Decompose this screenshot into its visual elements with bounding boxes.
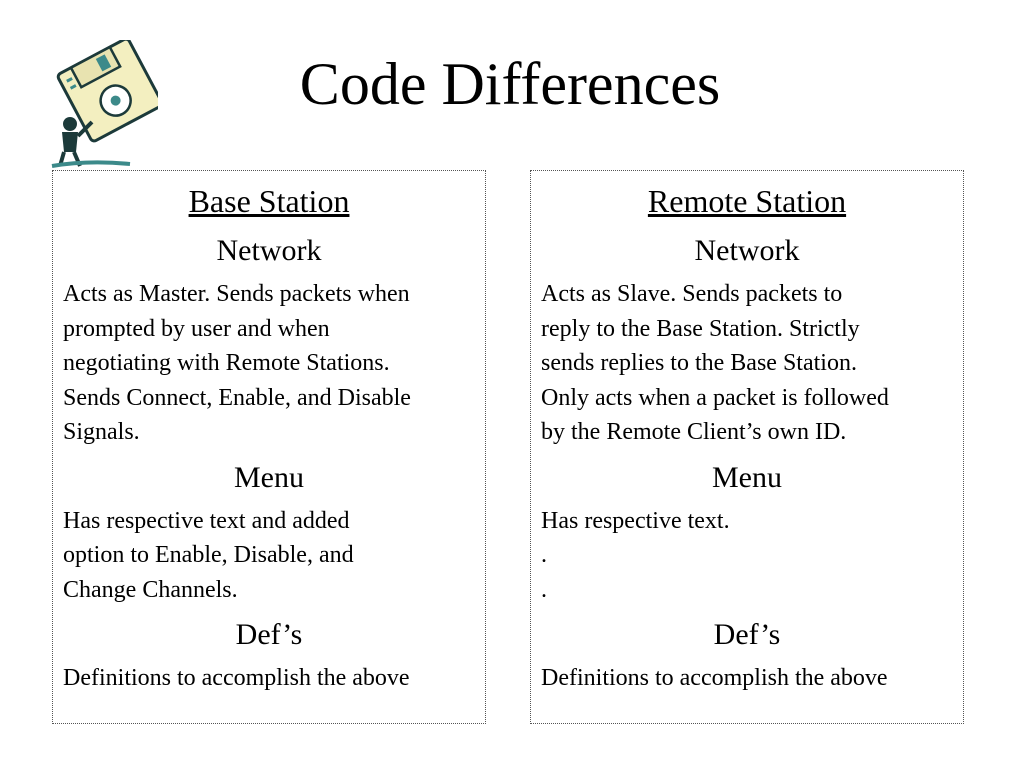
- section-title-network: Network: [694, 234, 800, 267]
- section-text-menu: Has respective text. . .: [541, 507, 730, 603]
- floppy-disk-figure-icon: [48, 40, 158, 170]
- panel-heading: Remote Station: [647, 183, 847, 219]
- section-title-menu: Menu: [712, 460, 782, 494]
- panel-heading: Base Station: [188, 183, 350, 219]
- section-title-defs: Def’s: [713, 618, 781, 651]
- section-text-defs: Definitions to accomplish the above: [541, 665, 888, 691]
- section-text-network: Acts as Master. Sends packets when prompted by user and when negotiating with Remote Stations. Sends Connect, Enable, and Disable Signals.: [63, 281, 411, 445]
- section-text-network: Acts as Slave. Sends packets to reply to the Base Station. Strictly sends replies to the Base Station. Only acts when a packet is followed by the Remote Client’s own ID.: [541, 281, 889, 445]
- section-title-menu: Menu: [234, 460, 304, 494]
- section-text-menu: Has respective text and added option to Enable, Disable, and Change Channels.: [63, 507, 354, 603]
- remote-station-panel: [530, 170, 964, 724]
- slide-title: Code Differences: [299, 51, 721, 117]
- section-title-network: Network: [216, 234, 322, 267]
- section-title-defs: Def’s: [235, 618, 303, 651]
- base-station-panel: [52, 170, 486, 724]
- section-text-defs: Definitions to accomplish the above: [63, 665, 410, 691]
